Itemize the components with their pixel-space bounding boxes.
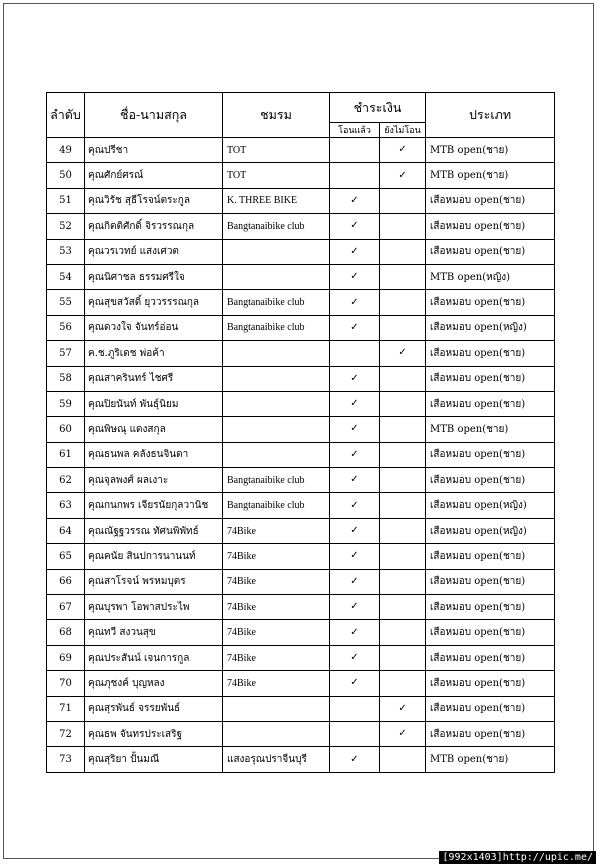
row-category: เสือหมอบ open(ชาย) bbox=[426, 595, 555, 620]
table-row bbox=[47, 645, 555, 670]
row-category: เสือหมอบ open(หญิง) bbox=[426, 315, 555, 340]
row-club: 74Bike bbox=[223, 544, 330, 569]
table-row bbox=[47, 721, 555, 746]
row-paid-check: ✓ bbox=[330, 518, 380, 543]
table-row bbox=[47, 671, 555, 696]
row-category: เสือหมอบ open(ชาย) bbox=[426, 620, 555, 645]
row-category: เสือหมอบ open(ชาย) bbox=[426, 391, 555, 416]
row-number: 65 bbox=[47, 544, 85, 569]
row-unpaid-check bbox=[380, 417, 426, 442]
row-number: 58 bbox=[47, 366, 85, 391]
row-paid-check: ✓ bbox=[330, 468, 380, 493]
row-category: เสือหมอบ open(ชาย) bbox=[426, 544, 555, 569]
row-club: TOT bbox=[223, 138, 330, 163]
row-category: MTB open(ชาย) bbox=[426, 163, 555, 188]
table-row bbox=[47, 417, 555, 442]
row-number: 73 bbox=[47, 747, 85, 772]
table-row bbox=[47, 341, 555, 366]
row-number: 69 bbox=[47, 645, 85, 670]
row-name: คุณธนพล คลังธนจินดา bbox=[85, 442, 223, 467]
row-unpaid-check bbox=[380, 442, 426, 467]
row-unpaid-check bbox=[380, 468, 426, 493]
row-paid-check: ✓ bbox=[330, 569, 380, 594]
row-club: Bangtanaibike club bbox=[223, 315, 330, 340]
row-club bbox=[223, 696, 330, 721]
row-unpaid-check bbox=[380, 595, 426, 620]
table-row bbox=[47, 290, 555, 315]
table-row bbox=[47, 239, 555, 264]
row-club: 74Bike bbox=[223, 518, 330, 543]
row-category: เสือหมอบ open(ชาย) bbox=[426, 671, 555, 696]
table-row bbox=[47, 569, 555, 594]
row-club: 74Bike bbox=[223, 671, 330, 696]
row-number: 67 bbox=[47, 595, 85, 620]
table-row bbox=[47, 747, 555, 772]
row-number: 62 bbox=[47, 468, 85, 493]
row-paid-check: ✓ bbox=[330, 391, 380, 416]
row-club: 74Bike bbox=[223, 569, 330, 594]
row-name: คุณสาโรจน์ พรหมบุตร bbox=[85, 569, 223, 594]
row-paid-check: ✓ bbox=[330, 188, 380, 213]
row-number: 60 bbox=[47, 417, 85, 442]
row-unpaid-check bbox=[380, 493, 426, 518]
row-unpaid-check bbox=[380, 264, 426, 289]
row-paid-check bbox=[330, 696, 380, 721]
row-name: คุณวรเวทย์ แสงเศวต bbox=[85, 239, 223, 264]
row-club: 74Bike bbox=[223, 595, 330, 620]
row-category: เสือหมอบ open(ชาย) bbox=[426, 341, 555, 366]
row-unpaid-check bbox=[380, 315, 426, 340]
row-name: คุณสุขสวัสดิ์ ยุววรรรณกุล bbox=[85, 290, 223, 315]
row-paid-check: ✓ bbox=[330, 366, 380, 391]
row-name: คุณคนัย สินปการนานนท์ bbox=[85, 544, 223, 569]
row-category: เสือหมอบ open(ชาย) bbox=[426, 290, 555, 315]
table-row bbox=[47, 138, 555, 163]
row-unpaid-check bbox=[380, 645, 426, 670]
row-number: 55 bbox=[47, 290, 85, 315]
row-category: เสือหมอบ open(หญิง) bbox=[426, 518, 555, 543]
table-row bbox=[47, 493, 555, 518]
table-row bbox=[47, 315, 555, 340]
table-row bbox=[47, 595, 555, 620]
row-name: คุณณัฐฐวรรณ ทัศนพิพัทธ์ bbox=[85, 518, 223, 543]
row-category: เสือหมอบ open(ชาย) bbox=[426, 468, 555, 493]
table-row bbox=[47, 366, 555, 391]
row-unpaid-check bbox=[380, 569, 426, 594]
row-name: คุณสุริยา ปั้นมณี bbox=[85, 747, 223, 772]
row-unpaid-check bbox=[380, 518, 426, 543]
row-number: 57 bbox=[47, 341, 85, 366]
row-unpaid-check bbox=[380, 544, 426, 569]
row-unpaid-check: ✓ bbox=[380, 138, 426, 163]
header-club: ชมรม bbox=[223, 93, 330, 138]
table-row bbox=[47, 163, 555, 188]
row-category: เสือหมอบ open(ชาย) bbox=[426, 442, 555, 467]
row-number: 61 bbox=[47, 442, 85, 467]
row-paid-check: ✓ bbox=[330, 290, 380, 315]
table-row bbox=[47, 264, 555, 289]
row-club: Bangtanaibike club bbox=[223, 290, 330, 315]
table-row bbox=[47, 391, 555, 416]
table-row bbox=[47, 696, 555, 721]
row-name: ค.ช.ภูริเดช พ่อค้า bbox=[85, 341, 223, 366]
table-row bbox=[47, 468, 555, 493]
row-name: คุณภุชงค์ บุญหลง bbox=[85, 671, 223, 696]
row-number: 56 bbox=[47, 315, 85, 340]
row-unpaid-check: ✓ bbox=[380, 341, 426, 366]
table-row bbox=[47, 214, 555, 239]
row-unpaid-check bbox=[380, 747, 426, 772]
row-name: คุณปรีชา bbox=[85, 138, 223, 163]
row-unpaid-check bbox=[380, 366, 426, 391]
row-name: คุณประสันน์ เจนการกูล bbox=[85, 645, 223, 670]
row-name: คุณพิษณุ แดงสกุล bbox=[85, 417, 223, 442]
row-category: เสือหมอบ open(ชาย) bbox=[426, 366, 555, 391]
row-unpaid-check bbox=[380, 290, 426, 315]
row-category: เสือหมอบ open(ชาย) bbox=[426, 696, 555, 721]
row-club bbox=[223, 442, 330, 467]
row-number: 50 bbox=[47, 163, 85, 188]
row-category: เสือหมอบ open(ชาย) bbox=[426, 239, 555, 264]
row-paid-check: ✓ bbox=[330, 264, 380, 289]
row-name: คุณนิศาชล ธรรมศรีใจ bbox=[85, 264, 223, 289]
row-number: 68 bbox=[47, 620, 85, 645]
row-club bbox=[223, 417, 330, 442]
row-category: เสือหมอบ open(ชาย) bbox=[426, 569, 555, 594]
row-unpaid-check bbox=[380, 671, 426, 696]
row-number: 52 bbox=[47, 214, 85, 239]
row-unpaid-check bbox=[380, 239, 426, 264]
row-name: คุณธพ จันทรประเสริฐ bbox=[85, 721, 223, 746]
row-paid-check bbox=[330, 341, 380, 366]
row-number: 51 bbox=[47, 188, 85, 213]
row-category: MTB open(ชาย) bbox=[426, 138, 555, 163]
row-unpaid-check: ✓ bbox=[380, 696, 426, 721]
row-name: คุณดวงใจ จันทร์อ่อน bbox=[85, 315, 223, 340]
row-number: 64 bbox=[47, 518, 85, 543]
row-unpaid-check bbox=[380, 188, 426, 213]
row-name: คุณกนกพร เจียรนัยกุลวานิช bbox=[85, 493, 223, 518]
row-number: 54 bbox=[47, 264, 85, 289]
row-club bbox=[223, 391, 330, 416]
row-category: MTB open(ชาย) bbox=[426, 417, 555, 442]
row-paid-check: ✓ bbox=[330, 595, 380, 620]
row-paid-check bbox=[330, 163, 380, 188]
row-club: Bangtanaibike club bbox=[223, 493, 330, 518]
row-category: เสือหมอบ open(ชาย) bbox=[426, 214, 555, 239]
row-paid-check: ✓ bbox=[330, 214, 380, 239]
row-paid-check: ✓ bbox=[330, 671, 380, 696]
row-paid-check: ✓ bbox=[330, 544, 380, 569]
row-number: 72 bbox=[47, 721, 85, 746]
row-name: คุณกิตติศักดิ์ จิรวรรณกุล bbox=[85, 214, 223, 239]
header-unpaid: ยังไม่โอน bbox=[380, 123, 426, 138]
row-paid-check bbox=[330, 721, 380, 746]
row-name: คุณบุรพา โอพาสประไพ bbox=[85, 595, 223, 620]
row-paid-check: ✓ bbox=[330, 417, 380, 442]
row-name: คุณสุรพันธ์ จรรยพันธ์ bbox=[85, 696, 223, 721]
row-paid-check: ✓ bbox=[330, 493, 380, 518]
row-name: คุณวิรัช สุธีโรจน์ตระกูล bbox=[85, 188, 223, 213]
row-club: 74Bike bbox=[223, 620, 330, 645]
row-number: 71 bbox=[47, 696, 85, 721]
row-club: Bangtanaibike club bbox=[223, 214, 330, 239]
row-paid-check: ✓ bbox=[330, 645, 380, 670]
header-no: ลำดับ bbox=[47, 93, 85, 138]
row-category: MTB open(ชาย) bbox=[426, 747, 555, 772]
header-name: ชื่อ-นามสกุล bbox=[85, 93, 223, 138]
row-number: 66 bbox=[47, 569, 85, 594]
row-paid-check: ✓ bbox=[330, 315, 380, 340]
watermark-tag: [992x1403]http://upic.me/ bbox=[439, 851, 596, 864]
row-category: เสือหมอบ open(ชาย) bbox=[426, 721, 555, 746]
row-unpaid-check: ✓ bbox=[380, 163, 426, 188]
row-club: 74Bike bbox=[223, 645, 330, 670]
row-name: คุณปิยนันท์ พันธุ์นิยม bbox=[85, 391, 223, 416]
row-number: 70 bbox=[47, 671, 85, 696]
header-payment: ชำระเงิน bbox=[330, 93, 426, 123]
row-unpaid-check bbox=[380, 214, 426, 239]
row-name: คุณทวี สงวนสุข bbox=[85, 620, 223, 645]
table-row bbox=[47, 620, 555, 645]
row-unpaid-check bbox=[380, 620, 426, 645]
row-category: เสือหมอบ open(ชาย) bbox=[426, 645, 555, 670]
row-category: เสือหมอบ open(ชาย) bbox=[426, 188, 555, 213]
row-club bbox=[223, 341, 330, 366]
row-club bbox=[223, 264, 330, 289]
row-name: คุณจุลพงศ์ ผลเงาะ bbox=[85, 468, 223, 493]
row-paid-check: ✓ bbox=[330, 620, 380, 645]
header-paid: โอนแล้ว bbox=[330, 123, 380, 138]
row-paid-check: ✓ bbox=[330, 442, 380, 467]
row-paid-check bbox=[330, 138, 380, 163]
row-unpaid-check bbox=[380, 391, 426, 416]
row-club bbox=[223, 239, 330, 264]
row-category: เสือหมอบ open(หญิง) bbox=[426, 493, 555, 518]
table-row bbox=[47, 442, 555, 467]
row-club: K. THREE BIKE bbox=[223, 188, 330, 213]
row-club bbox=[223, 721, 330, 746]
table-row bbox=[47, 518, 555, 543]
row-number: 49 bbox=[47, 138, 85, 163]
row-category: MTB open(หญิง) bbox=[426, 264, 555, 289]
table-row bbox=[47, 544, 555, 569]
row-name: คุณสาครินทร์ ไชศรี bbox=[85, 366, 223, 391]
table-row bbox=[47, 188, 555, 213]
row-club: แสงอรุณปราจีนบุรี bbox=[223, 747, 330, 772]
row-club: Bangtanaibike club bbox=[223, 468, 330, 493]
row-paid-check: ✓ bbox=[330, 747, 380, 772]
row-club bbox=[223, 366, 330, 391]
row-name: คุณศักย์ศรณ์ bbox=[85, 163, 223, 188]
row-number: 59 bbox=[47, 391, 85, 416]
row-number: 63 bbox=[47, 493, 85, 518]
row-number: 53 bbox=[47, 239, 85, 264]
row-unpaid-check: ✓ bbox=[380, 721, 426, 746]
header-category: ประเภท bbox=[426, 93, 555, 138]
row-paid-check: ✓ bbox=[330, 239, 380, 264]
row-club: TOT bbox=[223, 163, 330, 188]
registration-table bbox=[46, 92, 555, 773]
